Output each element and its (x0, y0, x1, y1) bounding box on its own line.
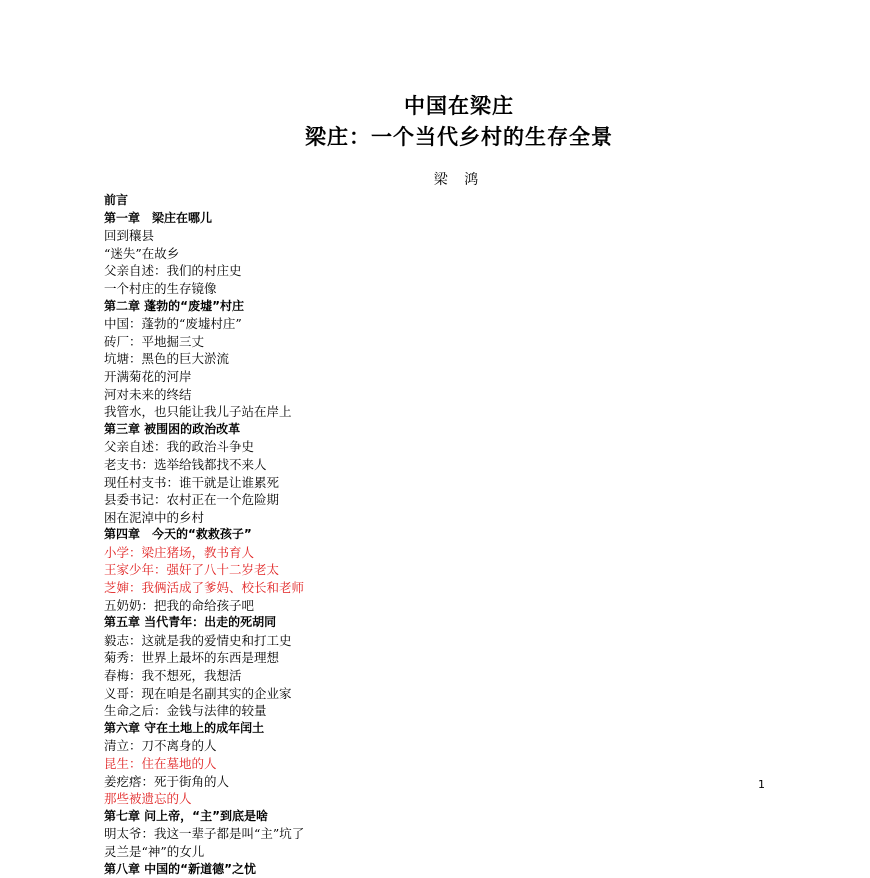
toc-entry: 毅志：这就是我的爱情史和打工史 (104, 632, 292, 648)
author-name: 梁 鸿 (433, 172, 485, 188)
toc-chapter-heading: 第五章 当代青年：出走的死胡同 (104, 615, 277, 630)
toc-entry: 明太爷：我这一辈子都是叫“主”坑了 (104, 826, 305, 842)
book-subtitle: 梁庄：一个当代乡村的生存全景 (305, 125, 613, 149)
toc-entry: 我管水，也只能让我儿子站在岸上 (104, 404, 292, 420)
toc-entry: 父亲自述：我们的村庄史 (104, 263, 242, 279)
toc-entry: 王家少年：强奸了八十二岁老太 (104, 562, 280, 578)
toc-entry: 清立：刀不离身的人 (104, 738, 217, 754)
toc-entry: 困在泥淖中的乡村 (104, 509, 205, 525)
toc-chapter-heading: 第八章 中国的“新道德”之忧 (104, 861, 256, 876)
toc-entry: 生命之后：金钱与法律的较量 (104, 703, 267, 719)
toc-entry: 回到穰县 (104, 228, 155, 244)
toc-entry: 芝婶：我俩活成了爹妈、校长和老师 (104, 580, 305, 596)
toc-chapter-heading: 前言 (104, 193, 129, 207)
toc-chapter-heading: 第二章 蓬勃的“废墟”村庄 (104, 298, 244, 313)
toc-entry: 坑塘：黑色的巨大淤流 (104, 351, 230, 367)
toc-entry: 县委书记：农村正在一个危险期 (104, 492, 280, 508)
toc-chapter-heading: 第四章 今天的“救救孩子” (104, 527, 252, 542)
toc-chapter-heading: 第七章 问上帝，“主”到底是啥 (104, 808, 268, 823)
toc-entry: 小学：梁庄猪场，教书育人 (104, 544, 255, 560)
toc-entry: 那些被遗忘的人 (104, 791, 192, 807)
toc-entry: 春梅：我不想死，我想活 (104, 668, 242, 684)
toc-entry: 老支书：选举给钱都找不来人 (104, 456, 267, 472)
toc-entry: 一个村庄的生存镜像 (104, 280, 217, 296)
toc-entry: 灵兰是“神”的女儿 (104, 843, 205, 859)
table-of-contents (104, 192, 744, 878)
toc-chapter-heading: 第一章 梁庄在哪儿 (104, 210, 213, 225)
toc-chapter-heading: 第三章 被围困的政治改革 (104, 421, 241, 436)
toc-entry: 昆生：住在墓地的人 (104, 756, 217, 771)
toc-entry: 菊秀：世界上最坏的东西是理想 (104, 650, 280, 666)
toc-entry: 砖厂：平地掘三丈 (104, 333, 205, 349)
toc-chapter-heading: 第六章 守在土地上的成年闰土 (104, 720, 265, 735)
page-number: 1 (758, 778, 765, 791)
toc-entry: 父亲自述：我的政治斗争史 (104, 439, 255, 455)
toc-entry: 义哥：现在咱是名副其实的企业家 (104, 685, 292, 701)
toc-entry: 五奶奶：把我的命给孩子吧 (104, 597, 255, 613)
toc-entry: 河对未来的终结 (104, 386, 192, 402)
toc-entry: 开满菊花的河岸 (104, 368, 192, 384)
toc-entry: 中国：蓬勃的“废墟村庄” (104, 316, 242, 332)
book-title: 中国在梁庄 (404, 94, 514, 118)
toc-entry: “迷失”在故乡 (104, 245, 180, 261)
toc-entry: 现任村支书：谁干就是让谁累死 (104, 474, 280, 490)
toc-entry: 姜疙瘩：死于街角的人 (104, 773, 230, 789)
